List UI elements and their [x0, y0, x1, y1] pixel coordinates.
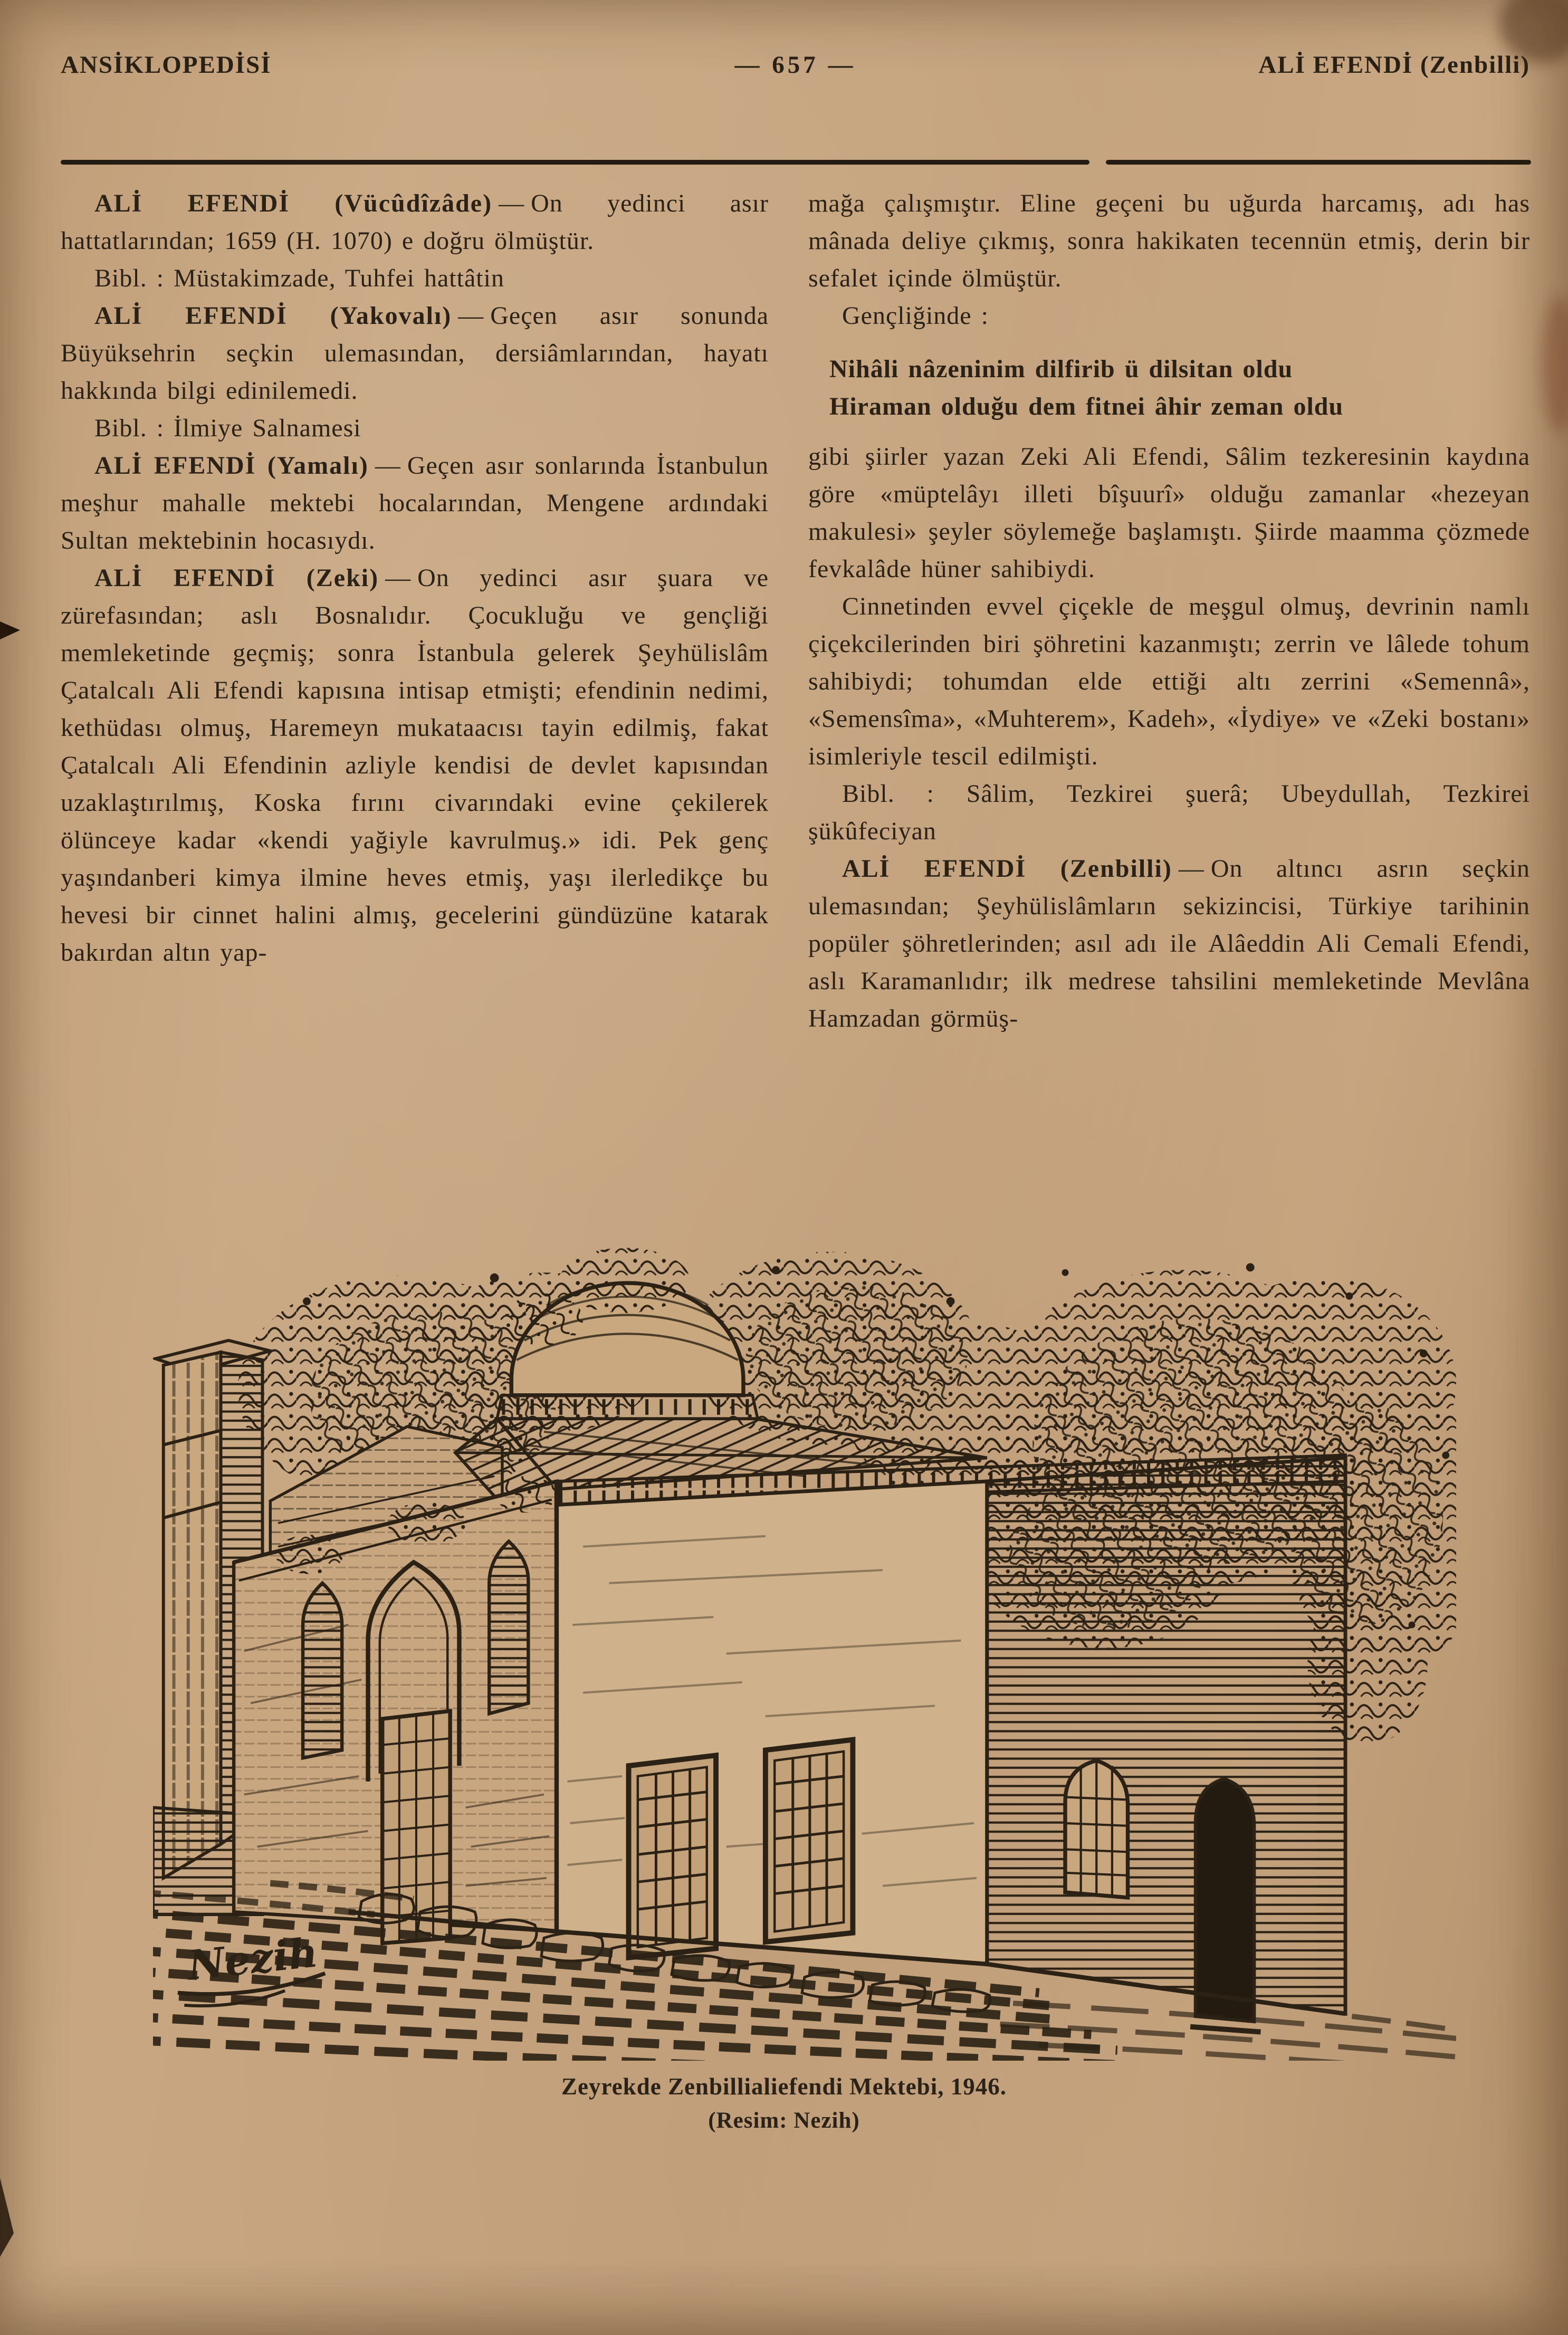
left-facade [234, 1476, 557, 1943]
caption-credit: (Resim: Nezih) [708, 2108, 860, 2133]
article-zeki-continuation: mağa çalışmıştır. Eline geçeni bu uğurda harcamış, adı has mânada deliye çıkmış, sonra hakikaten tecennün etmiş, derin bir sefalet içinde ölmüştür. [808, 189, 1530, 292]
article-vucudizade [61, 185, 769, 260]
verse-couplet [808, 350, 1530, 425]
page-number: — 657 — [734, 51, 856, 79]
arched-window [1065, 1760, 1128, 1898]
verse-line-1: Nihâli nâzeninim dilfirib ü dilsitan oldu [829, 355, 1293, 383]
building-sketch [153, 1233, 1456, 2061]
article-yakovali [61, 297, 769, 409]
signature-text: Nezih [185, 1929, 320, 1990]
cinnet-paragraph: Cinnetinden evvel çiçekle de meşgul olmuş, devrinin namlı çiçekcilerinden biri şöhretini kazanmıştı; zerrin ve lâlede tohum sahibiydi; tohumdan elde ettiği altı zerrini «Semennâ», «Semensîma», «Muhterem», Kadeh», «İydiye» ve «Zeki bostanı» isimleriyle tescil edilmişti. [808, 592, 1530, 770]
header-rule-right [1106, 160, 1531, 165]
paper-smudge [1542, 295, 1568, 433]
grilled-window-2 [766, 1740, 853, 1942]
illustration-caption [0, 2069, 1568, 2138]
article-body: On altıncı asrın seçkin ulemasından; Şeyhülislâmların sekizincisi, Türkiye tarihinin popüler şöhretlerinden; asıl adı ile Alâeddin Ali Cemali Efendi, aslı Karamanlıdır; ilk medrese tahsilini memleketinde Mevlâna Hamzadan görmüş- [808, 855, 1530, 1032]
article-body: Geçen asır sonunda Büyüksehrin seçkin ulemasından, dersiâmlarından, hayatı hakkında bilgi edinilemedi. [61, 302, 769, 405]
article-zenbilli [808, 850, 1530, 1037]
em-dash: — [458, 302, 484, 330]
em-dash: — [1178, 855, 1204, 883]
grilled-window-1 [629, 1755, 716, 1957]
header-title: ANSİKLOPEDİSİ [61, 51, 272, 79]
bibliography-line: Bibl. : Sâlim, Tezkirei şuerâ; Ubeydullah, Tezkirei şükûfeciyan [808, 780, 1530, 845]
article-heading: ALİ EFENDİ (Yakovalı) [94, 302, 452, 330]
article-body: On yedinci asır hattatlarından; 1659 (H. 1070) e doğru ölmüştür. [61, 189, 769, 255]
em-dash: — [499, 189, 525, 217]
article-heading: ALİ EFENDİ (Vücûdîzâde) [94, 189, 493, 217]
article-body: On yedinci asır şuara ve zürefasından; aslı Bosnalıdır. Çocukluğu ve gençliği memleketinde geçmiş; sonra İstanbula gelerek Şeyhülislâm Çatalcalı Ali Efendi kapısına intisap etmişti; efendinin nedimi, kethüdası olmuş, Haremeyn mukataacısı tayin edilmiş, fakat Çatalcalı Ali Efendinin azliyle kendisi de devlet kapısından uzaklaştırılmış, Koska fırını civarındaki evine çekilerek ölünceye kadar «kendi yağiyle kavrulmuş.» idi. Pek genç yaşındanberi kimya ilmine heves etmiş, yaşı ilerledikçe bu hevesi bir cinnet halini almış, gecelerini gündüzüne katarak bakırdan altın yap- [61, 564, 769, 966]
article-heading: ALİ EFENDİ (Zenbilli) [842, 855, 1172, 883]
em-dash: — [375, 452, 401, 480]
em-dash: — [385, 564, 412, 592]
verse-line-2: Hiraman olduğu dem fitnei âhir zeman oldu [829, 393, 1344, 420]
bibliography-line: Bibl. : İlmiye Salnamesi [94, 414, 361, 442]
left-column [61, 185, 769, 971]
caption-title: Zeyrekde Zenbillialiefendi Mektebi, 1946. [561, 2073, 1007, 2100]
paper-speck [0, 621, 20, 639]
paper-speck [0, 2178, 14, 2257]
right-column [808, 185, 1530, 1037]
bibliography-line: Bibl. : Müstakimzade, Tuhfei hattâtin [94, 264, 504, 292]
article-zeki [61, 559, 769, 971]
article-heading: ALİ EFENDİ (Yamalı) [94, 452, 369, 480]
article-heading: ALİ EFENDİ (Zeki) [94, 564, 379, 592]
front-facade [557, 1481, 987, 1964]
article-body: Geçen asır sonlarında İstanbulun meşhur mahalle mektebi hocalarından, Mengene ardındaki Sultan mektebinin hocasıydı. [61, 452, 769, 554]
mektebi-illustration [153, 1233, 1456, 2061]
running-header [61, 51, 1530, 88]
after-verse-paragraph: gibi şiirler yazan Zeki Ali Efendi, Sâlim tezkeresinin kaydına göre «müptelâyı illeti bîşuurî» olduğu zamanlar «hezeyan makulesi» şeyler söylemeğe başlamıştı. Şiirde maamma çözmede fevkalâde hüner sahibiydi. [808, 443, 1530, 583]
gencliginde-line: Gençliğinde : [842, 302, 989, 330]
header-article-ref: ALİ EFENDİ (Zenbilli) [1258, 51, 1530, 79]
header-rule-left [61, 160, 1089, 165]
article-yamali [61, 447, 769, 559]
side-wing [987, 1458, 1345, 2032]
